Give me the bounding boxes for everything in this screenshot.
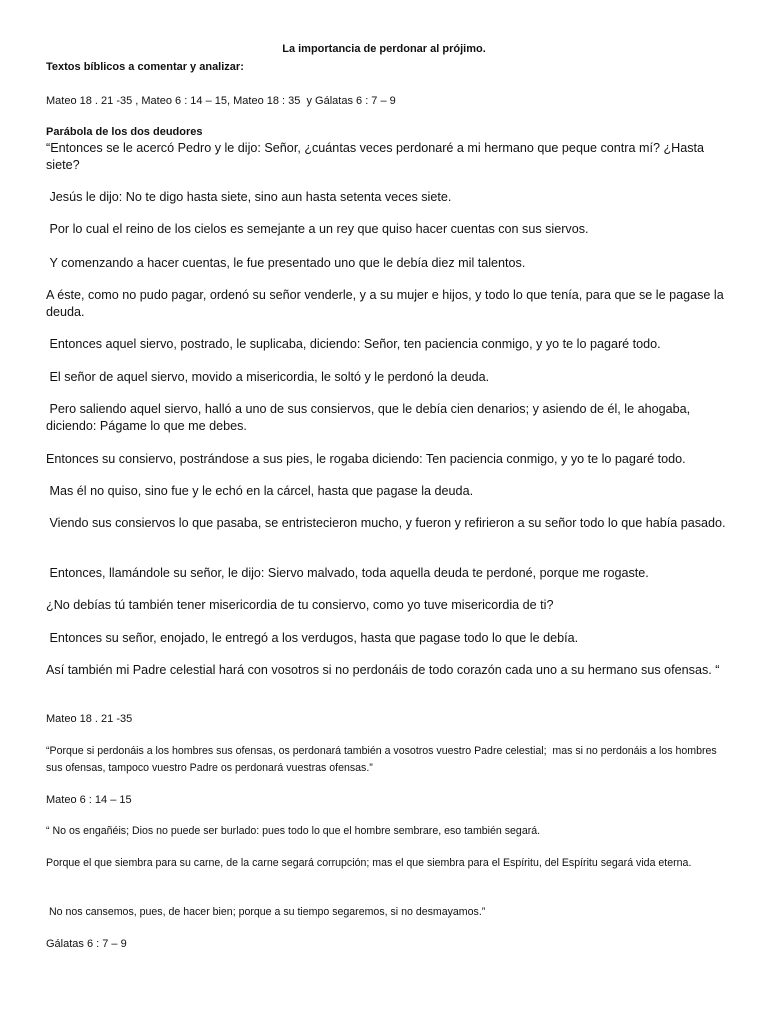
references-line: Mateo 18 . 21 -35 , Mateo 6 : 14 – 15, Mateo 18 : 35 y Gálatas 6 : 7 – 9 bbox=[46, 95, 396, 107]
parable-paragraph: El señor de aquel siervo, movido a misericordia, le soltó y le perdonó la deuda. bbox=[46, 370, 490, 384]
parable-paragraph: A éste, como no pudo pagar, ordenó su señor venderle, y a su mujer e hijos, y todo lo que tenía, para que se le pagase la deuda. bbox=[46, 288, 728, 319]
parable-paragraph: Y comenzando a hacer cuentas, le fue presentado uno que le debía diez mil talentos. bbox=[46, 256, 526, 270]
parable-paragraph: ¿No debías tú también tener misericordia de tu consiervo, como yo tuve misericordia de ti? bbox=[46, 598, 554, 612]
parable-paragraph: Entonces, llamándole su señor, le dijo: Siervo malvado, toda aquella deuda te perdoné, porque me rogaste. bbox=[46, 566, 649, 580]
reference-galatas: Gálatas 6 : 7 – 9 bbox=[46, 938, 127, 950]
parable-paragraph: Viendo sus consiervos lo que pasaba, se entristecieron mucho, y fueron y refirieron a su señor todo lo que había pasado. bbox=[46, 516, 726, 530]
parable-paragraph: Por lo cual el reino de los cielos es semejante a un rey que quiso hacer cuentas con sus siervos. bbox=[46, 222, 589, 236]
parable-paragraph: Así también mi Padre celestial hará con vosotros si no perdonáis de todo corazón cada uno a su hermano sus ofensas. “ bbox=[46, 663, 720, 677]
mateo-6-text: “Porque si perdonáis a los hombres sus ofensas, os perdonará también a vosotros vuestro Padre celestial; mas si no perdonáis a los hombres sus ofensas, tampoco vuestro Padre os perdonará vuestras ofensas.” bbox=[46, 745, 720, 774]
parable-paragraph: “Entonces se le acercó Pedro y le dijo: Señor, ¿cuántas veces perdonaré a mi hermano que peque contra mí? ¿Hasta siete? bbox=[46, 141, 708, 172]
galatas-paragraph: Porque el que siembra para su carne, de la carne segará corrupción; mas el que siembra para el Espíritu, del Espíritu segará vida eterna. bbox=[46, 857, 692, 869]
parable-paragraph: Entonces su consiervo, postrándose a sus pies, le rogaba diciendo: Ten paciencia conmigo, y yo te lo pagaré todo. bbox=[46, 452, 686, 466]
intro-heading: Textos bíblicos a comentar y analizar: bbox=[46, 61, 244, 73]
parable-paragraph: Pero saliendo aquel siervo, halló a uno de sus consiervos, que le debía cien denarios; y asiendo de él, le ahogaba, diciendo: Págame lo que me debes. bbox=[46, 402, 694, 433]
parable-paragraph: Jesús le dijo: No te digo hasta siete, sino aun hasta setenta veces siete. bbox=[46, 190, 452, 204]
galatas-paragraph: “ No os engañéis; Dios no puede ser burlado: pues todo lo que el hombre sembrare, eso también segará. bbox=[46, 825, 541, 837]
reference-mateo-18: Mateo 18 . 21 -35 bbox=[46, 713, 133, 725]
parable-heading: Parábola de los dos deudores bbox=[46, 126, 203, 138]
parable-paragraph: Entonces aquel siervo, postrado, le suplicaba, diciendo: Señor, ten paciencia conmigo, y yo te lo pagaré todo. bbox=[46, 337, 661, 351]
parable-paragraph: Mas él no quiso, sino fue y le echó en la cárcel, hasta que pagase la deuda. bbox=[46, 484, 474, 498]
reference-mateo-6: Mateo 6 : 14 – 15 bbox=[46, 794, 132, 806]
galatas-paragraph: No nos cansemos, pues, de hacer bien; porque a su tiempo segaremos, si no desmayamos.” bbox=[46, 906, 486, 918]
document-title: La importancia de perdonar al prójimo. bbox=[282, 43, 486, 55]
parable-paragraph: Entonces su señor, enojado, le entregó a los verdugos, hasta que pagase todo lo que le debía. bbox=[46, 631, 579, 645]
